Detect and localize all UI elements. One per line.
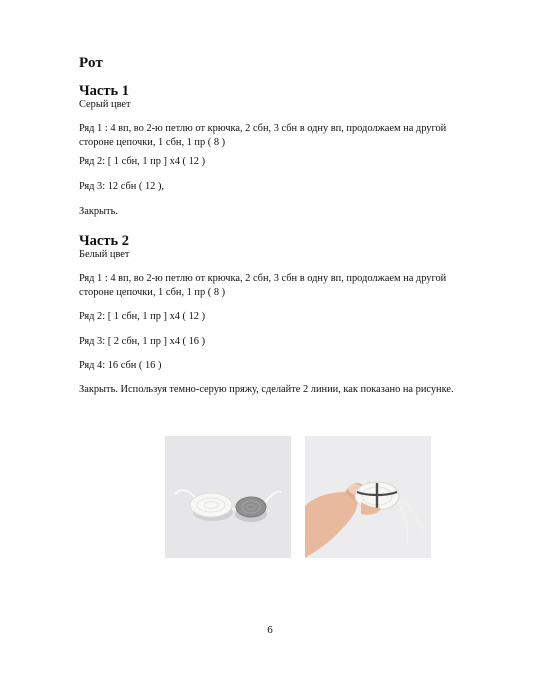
page-title: Рот (79, 55, 104, 71)
part1-row1-line1: Ряд 1 : 4 вп, во 2-ю петлю от крючка, 2 сбн, 3 сбн в одну вп, продолжаем на другой (79, 123, 447, 134)
part1-color: Серый цвет (79, 99, 131, 110)
part2-heading: Часть 2 (79, 233, 129, 249)
part1-row1-line2: стороне цепочки, 1 сбн, 1 пр ( 8 ) (79, 137, 226, 148)
photo-embroidered-mouth (305, 436, 431, 558)
part2-row2: Ряд 2: [ 1 сбн, 1 пр ] x4 ( 12 ) (79, 311, 206, 322)
part2-row3: Ряд 3: [ 2 сбн, 1 пр ] x4 ( 16 ) (79, 336, 206, 347)
part2-color: Белый цвет (79, 249, 130, 260)
part2-row1-line2: стороне цепочки, 1 сбн, 1 пр ( 8 ) (79, 287, 226, 298)
part2-row4: Ряд 4: 16 сбн ( 16 ) (79, 360, 162, 371)
part2-row1-line1: Ряд 1 : 4 вп, во 2-ю петлю от крючка, 2 сбн, 3 сбн в одну вп, продолжаем на другой (79, 273, 447, 284)
part1-heading: Часть 1 (79, 83, 129, 99)
part1-row3: Ряд 3: 12 сбн ( 12 ), (79, 181, 165, 192)
part1-close: Закрыть. (79, 206, 118, 217)
page-number: 6 (267, 624, 273, 636)
part2-close: Закрыть. Используя темно-серую пряжу, сделайте 2 линии, как показано на рисунке. (79, 384, 454, 395)
part1-row2: Ряд 2: [ 1 сбн, 1 пр ] x4 ( 12 ) (79, 156, 206, 167)
photo-mouth-parts (165, 436, 291, 558)
